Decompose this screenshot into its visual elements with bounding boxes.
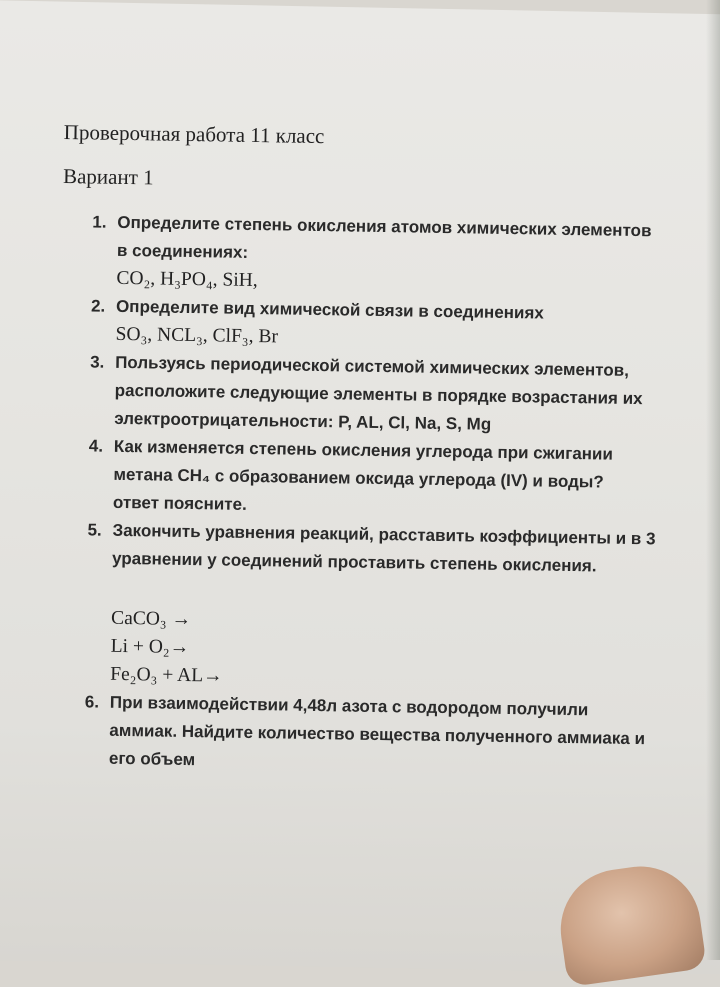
question-4 <box>58 432 699 526</box>
question-number: 2. <box>90 296 106 316</box>
question-text-line: ответ поясните. <box>112 492 247 514</box>
question-6 <box>54 688 695 782</box>
question-2 <box>60 292 701 358</box>
worksheet-title: Проверочная работа 11 класс <box>63 119 325 149</box>
question-1 <box>61 208 702 302</box>
question-text-line: уравнении у соединений проставить степень окисления. <box>111 548 597 576</box>
question-text-line: Закончить уравнения реакций, расставить коэффициенты и в 3 <box>112 520 656 549</box>
question-text-line: метана CH₄ с образованием оксида углерода (IV) и воды? <box>113 464 604 492</box>
formula-line: CO₂, H₃PO₄, SiH, <box>116 267 258 292</box>
reaction-equation: Fe₂O₃ + AL→ <box>110 663 223 687</box>
variant-label: Вариант 1 <box>62 163 154 190</box>
question-text-line: расположите следующие элементы в порядке возрастания их <box>114 380 643 409</box>
question-3 <box>59 348 700 442</box>
question-number: 6. <box>84 692 100 712</box>
question-text-line: Определите вид химической связи в соединениях <box>115 296 544 323</box>
worksheet <box>54 118 704 782</box>
question-text-line: При взаимодействии 4,48л азота с водородом получили <box>109 692 589 720</box>
question-text-line: Пользуясь периодической системой химических элементов, <box>115 352 630 380</box>
question-number: 4. <box>88 436 104 456</box>
background-edge <box>706 0 720 960</box>
question-text-line: Определите степень окисления атомов химических элементов <box>117 212 652 241</box>
reaction-equation: CaCO₃ → <box>110 607 192 631</box>
question-number: 1. <box>92 212 107 232</box>
question-text-line: в соединениях: <box>116 240 249 262</box>
reaction-equation: Li + O₂→ <box>110 635 190 659</box>
question-number: 3. <box>90 352 105 372</box>
question-text-line: его объем <box>108 748 196 770</box>
question-text-line: Как изменяется степень окисления углерода при сжигании <box>113 436 614 464</box>
question-5 <box>55 516 698 698</box>
formula-line: SO₃, NCL₃, ClF₃, Br <box>115 323 279 348</box>
question-text-line: электроотрицательности: P, AL, Cl, Na, S, Mg <box>114 408 492 434</box>
question-number: 5. <box>87 520 102 540</box>
question-text-line: аммиак. Найдите количество вещества полученного аммиака и <box>109 720 646 749</box>
